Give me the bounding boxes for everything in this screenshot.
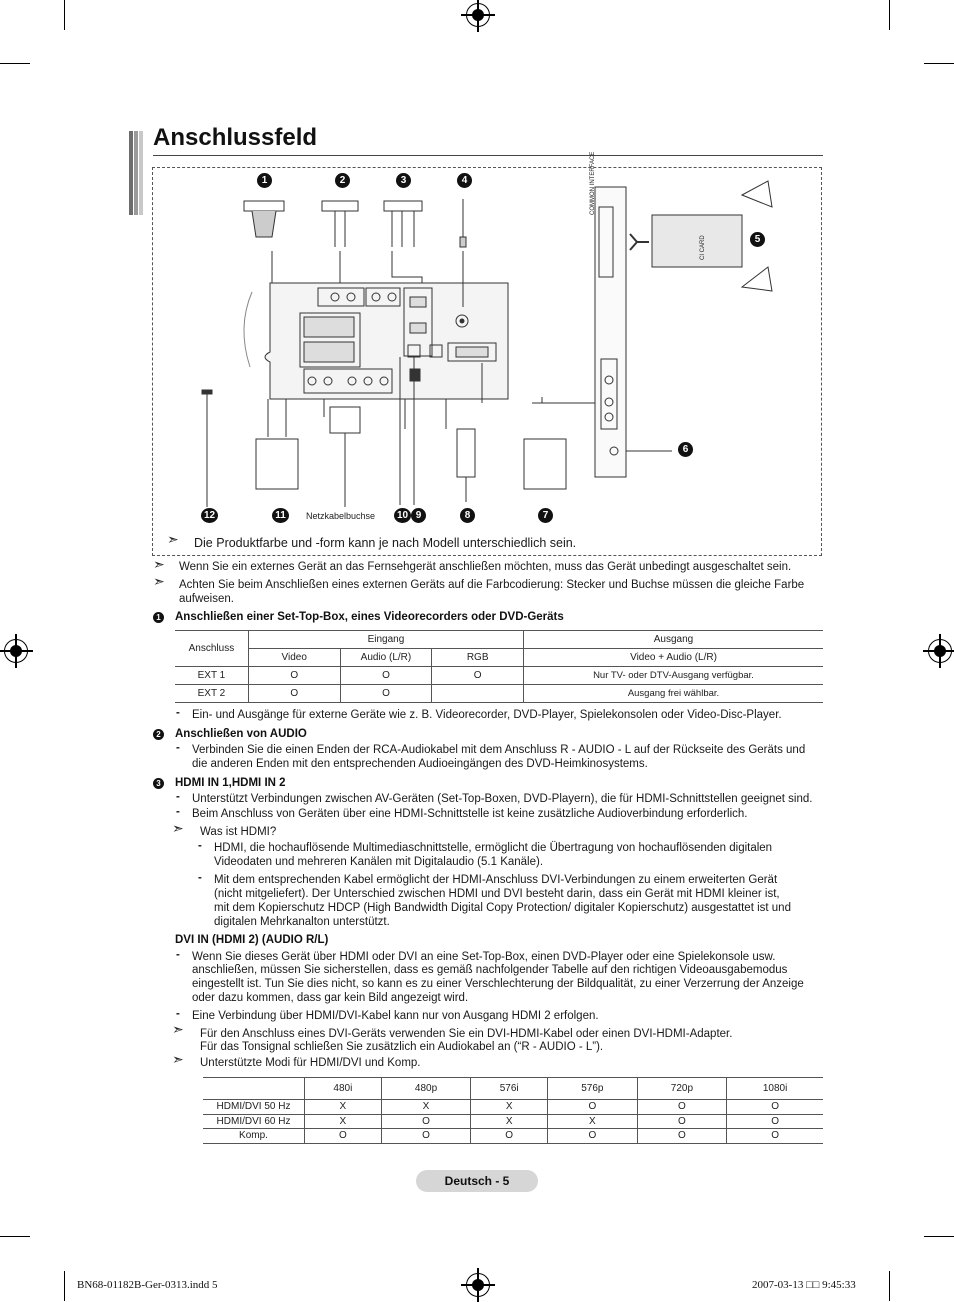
section-3-heading: HDMI IN 1,HDMI IN 2 bbox=[175, 777, 286, 789]
ext-connection-table bbox=[175, 630, 823, 703]
modes-header: 576i bbox=[471, 1078, 548, 1100]
hdmi-sub-2-line1: Mit dem entsprechenden Kabel ermöglicht der HDMI-Anschluss DVI-Verbindungen zu einem erweiterten Gerät bbox=[214, 874, 778, 886]
table-cell: O bbox=[637, 1100, 727, 1115]
section-1-badge: 1 bbox=[153, 612, 164, 623]
bullet-dash: - bbox=[198, 872, 202, 884]
power-socket-label: Netzkabelbuchse bbox=[306, 511, 376, 521]
table-cell: O bbox=[381, 1129, 471, 1144]
table-cell: X bbox=[471, 1114, 548, 1129]
table-cell: X bbox=[471, 1100, 548, 1115]
crop-mark bbox=[889, 0, 890, 30]
registration-mark-icon bbox=[466, 3, 490, 27]
table-header-eingang: Eingang bbox=[248, 631, 523, 649]
what-is-hdmi: Was ist HDMI? bbox=[200, 826, 277, 838]
dvi-note-1-line2: Für das Tonsignal schließen Sie zusätzlich ein Audiokabel an (“R - AUDIO - L”). bbox=[200, 1041, 604, 1053]
hdmi-sub-1-line2: Videodaten und mehreren Kanälen mit Digitalaudio (5.1 Kanäle). bbox=[214, 856, 544, 868]
title-rule bbox=[153, 155, 823, 156]
section-2-bullet-line2: die anderen Enden mit den entsprechenden Audioeingängen des DVD-Heimkinosystems. bbox=[192, 758, 648, 770]
crop-mark bbox=[889, 1271, 890, 1301]
diagram-badge-11: 11 bbox=[272, 508, 289, 523]
diagram-badge-6: 6 bbox=[678, 442, 693, 457]
modes-header: 480p bbox=[381, 1078, 471, 1100]
note-arrow-icon: ➣ bbox=[167, 532, 179, 548]
note-power-off: Wenn Sie ein externes Gerät an das Fernsehgerät anschließen möchten, muss das Gerät unbedingt ausgeschaltet sein. bbox=[179, 561, 792, 573]
table-cell: X bbox=[548, 1114, 638, 1129]
table-cell: HDMI/DVI 50 Hz bbox=[203, 1100, 305, 1115]
table-cell: O bbox=[548, 1129, 638, 1144]
diagram-badge-10: 10 bbox=[394, 508, 411, 523]
diagram-badge-7: 7 bbox=[538, 508, 553, 523]
table-cell: O bbox=[727, 1129, 823, 1144]
crop-mark bbox=[924, 63, 954, 64]
page-title: Anschlussfeld bbox=[153, 124, 318, 151]
table-cell: Ausgang frei wählbar. bbox=[524, 685, 823, 703]
table-cell: O bbox=[548, 1100, 638, 1115]
dvi-note-2: Unterstützte Modi für HDMI/DVI und Komp. bbox=[200, 1057, 421, 1069]
note-arrow-icon: ➣ bbox=[172, 821, 184, 837]
table-row bbox=[203, 1100, 823, 1115]
dvi-heading: DVI IN (HDMI 2) (AUDIO R/L) bbox=[175, 934, 329, 946]
table-cell: EXT 2 bbox=[175, 685, 248, 703]
diagram-badge-9: 9 bbox=[411, 508, 426, 523]
table-cell: O bbox=[471, 1129, 548, 1144]
note-arrow-icon: ➣ bbox=[172, 1022, 184, 1038]
hdmi-sub-2-line2: (nicht mitgeliefert). Der Unterschied zwischen HDMI und DVI besteht darin, dass ein Gerät mit HDMI kleiner ist, bbox=[214, 888, 780, 900]
diagram-badge-1: 1 bbox=[257, 173, 272, 188]
modes-header: 720p bbox=[637, 1078, 727, 1100]
table-cell: O bbox=[340, 685, 432, 703]
table-cell: O bbox=[340, 667, 432, 685]
diagram-badge-3: 3 bbox=[396, 173, 411, 188]
table-header-audio: Audio (L/R) bbox=[340, 649, 432, 667]
supported-modes-table bbox=[203, 1077, 823, 1144]
crop-mark bbox=[0, 1236, 30, 1237]
dvi-bullet-2: Eine Verbindung über HDMI/DVI-Kabel kann nur von Ausgang HDMI 2 erfolgen. bbox=[192, 1010, 599, 1022]
dvi-bullet-1-line3: eingestellt ist. Tun Sie dies nicht, so kann es zu einer Verschlechterung der Bildqualität, zu einer Verzerrung der Anzeige bbox=[192, 978, 804, 990]
table-cell: O bbox=[248, 685, 340, 703]
hdmi-sub-2-line3: mit dem Kopierschutz HDCP (High Bandwidth Digital Copy Protection/ digitaler Kopierschutz) ausgestattet ist und bbox=[214, 902, 791, 914]
table-header-anschluss: Anschluss bbox=[175, 631, 248, 667]
note-arrow-icon: ➣ bbox=[172, 1052, 184, 1068]
product-note: Die Produktfarbe und -form kann je nach Modell unterschiedlich sein. bbox=[194, 536, 577, 550]
section-1-bullet: Ein- und Ausgänge für externe Geräte wie z. B. Videorecorder, DVD-Player, Spielekonsolen oder Video-Disc-Player. bbox=[192, 709, 782, 721]
registration-mark-icon bbox=[466, 1273, 490, 1297]
diagram-badge-4: 4 bbox=[457, 173, 472, 188]
section-2-heading: Anschließen von AUDIO bbox=[175, 728, 307, 740]
diagram-badge-12: 12 bbox=[201, 508, 218, 523]
section-3-bullet-1: Unterstützt Verbindungen zwischen AV-Geräten (Set-Top-Boxen, DVD-Playern), die für HDMI-Schnittstellen geeignet sind. bbox=[192, 793, 813, 805]
dvi-bullet-1-line4: oder dazu kommen, dass gar kein Bild angezeigt wird. bbox=[192, 992, 469, 1004]
table-cell: X bbox=[305, 1100, 382, 1115]
table-header-video: Video bbox=[248, 649, 340, 667]
modes-header: 576p bbox=[548, 1078, 638, 1100]
note-color-coding: Achten Sie beim Anschließen eines externen Geräts auf die Farbcodierung: Stecker und Buchse müssen die gleiche Farbe bbox=[179, 579, 805, 591]
modes-header-empty bbox=[203, 1078, 305, 1100]
bullet-dash: - bbox=[176, 742, 180, 754]
table-cell: O bbox=[637, 1114, 727, 1129]
table-row bbox=[175, 667, 823, 685]
table-row bbox=[175, 685, 823, 703]
note-arrow-icon: ➣ bbox=[153, 557, 165, 573]
crop-mark bbox=[0, 63, 30, 64]
ci-card-label: CI CARD bbox=[700, 235, 706, 260]
table-cell: O bbox=[727, 1114, 823, 1129]
table-cell: O bbox=[305, 1129, 382, 1144]
bullet-dash: - bbox=[176, 806, 180, 818]
section-2-badge: 2 bbox=[153, 729, 164, 740]
bullet-dash: - bbox=[176, 707, 180, 719]
modes-header: 1080i bbox=[727, 1078, 823, 1100]
diagram-badge-2: 2 bbox=[335, 173, 350, 188]
ci-slot-label: COMMON INTERFACE bbox=[590, 151, 596, 215]
diagram-badge-8: 8 bbox=[460, 508, 475, 523]
section-1-heading: Anschließen einer Set-Top-Box, eines Videorecorders oder DVD-Geräts bbox=[175, 611, 564, 623]
section-2-bullet-line1: Verbinden Sie die einen Enden der RCA-Audiokabel mit dem Anschluss R - AUDIO - L auf der Rückseite des Geräts und bbox=[192, 744, 806, 756]
table-cell: O bbox=[727, 1100, 823, 1115]
connection-diagram-illustration bbox=[152, 167, 822, 556]
table-cell: O bbox=[248, 667, 340, 685]
diagram-badge-5: 5 bbox=[750, 232, 765, 247]
section-3-bullet-2: Beim Anschluss von Geräten über eine HDMI-Schnittstelle ist keine zusätzliche Audioverbindung erforderlich. bbox=[192, 808, 748, 820]
registration-mark-icon bbox=[4, 639, 28, 663]
table-cell: HDMI/DVI 60 Hz bbox=[203, 1114, 305, 1129]
print-slug-date: 2007-03-13 □□ 9:45:33 bbox=[752, 1279, 856, 1291]
bullet-dash: - bbox=[176, 1008, 180, 1020]
crop-mark bbox=[64, 0, 65, 30]
table-header-ausgang: Ausgang bbox=[524, 631, 823, 649]
table-header-video-audio: Video + Audio (L/R) bbox=[524, 649, 823, 667]
crop-mark bbox=[64, 1271, 65, 1301]
table-cell: X bbox=[381, 1100, 471, 1115]
crop-mark bbox=[924, 1236, 954, 1237]
dvi-bullet-1-line2: anschließen, müssen Sie sicherstellen, dass es gemäß nachfolgender Tabelle auf den richtigen Videoausgabemodus bbox=[192, 964, 788, 976]
page-number-badge: Deutsch - 5 bbox=[416, 1170, 538, 1192]
note-arrow-icon: ➣ bbox=[153, 574, 165, 590]
dvi-note-1-line1: Für den Anschluss eines DVI-Geräts verwenden Sie ein DVI-HDMI-Kabel oder einen DVI-HDMI-Adapter. bbox=[200, 1028, 733, 1040]
note-color-coding-cont: aufweisen. bbox=[179, 593, 234, 605]
print-slug-file: BN68-01182B-Ger-0313.indd 5 bbox=[77, 1279, 218, 1291]
registration-mark-icon bbox=[928, 639, 952, 663]
table-cell: Nur TV- oder DTV-Ausgang verfügbar. bbox=[524, 667, 823, 685]
table-header-rgb: RGB bbox=[432, 649, 524, 667]
bullet-dash: - bbox=[198, 840, 202, 852]
hdmi-sub-2-line4: digitalen Mehrkanalton unterstützt. bbox=[214, 916, 390, 928]
table-cell: O bbox=[637, 1129, 727, 1144]
bullet-dash: - bbox=[176, 949, 180, 961]
table-cell: O bbox=[432, 667, 524, 685]
table-row bbox=[203, 1114, 823, 1129]
table-cell: O bbox=[381, 1114, 471, 1129]
table-cell: X bbox=[305, 1114, 382, 1129]
dvi-bullet-1-line1: Wenn Sie dieses Gerät über HDMI oder DVI an eine Set-Top-Box, einen DVD-Player oder eine Spielekonsole usw. bbox=[192, 951, 776, 963]
section-3-badge: 3 bbox=[153, 778, 164, 789]
hdmi-sub-1-line1: HDMI, die hochauflösende Multimediaschnittstelle, ermöglicht die Übertragung von hochauflösenden digitalen bbox=[214, 842, 773, 854]
table-cell: EXT 1 bbox=[175, 667, 248, 685]
table-cell bbox=[432, 685, 524, 703]
table-cell: Komp. bbox=[203, 1129, 305, 1144]
modes-header: 480i bbox=[305, 1078, 382, 1100]
table-row bbox=[203, 1129, 823, 1144]
section-bar bbox=[129, 131, 143, 215]
bullet-dash: - bbox=[176, 791, 180, 803]
